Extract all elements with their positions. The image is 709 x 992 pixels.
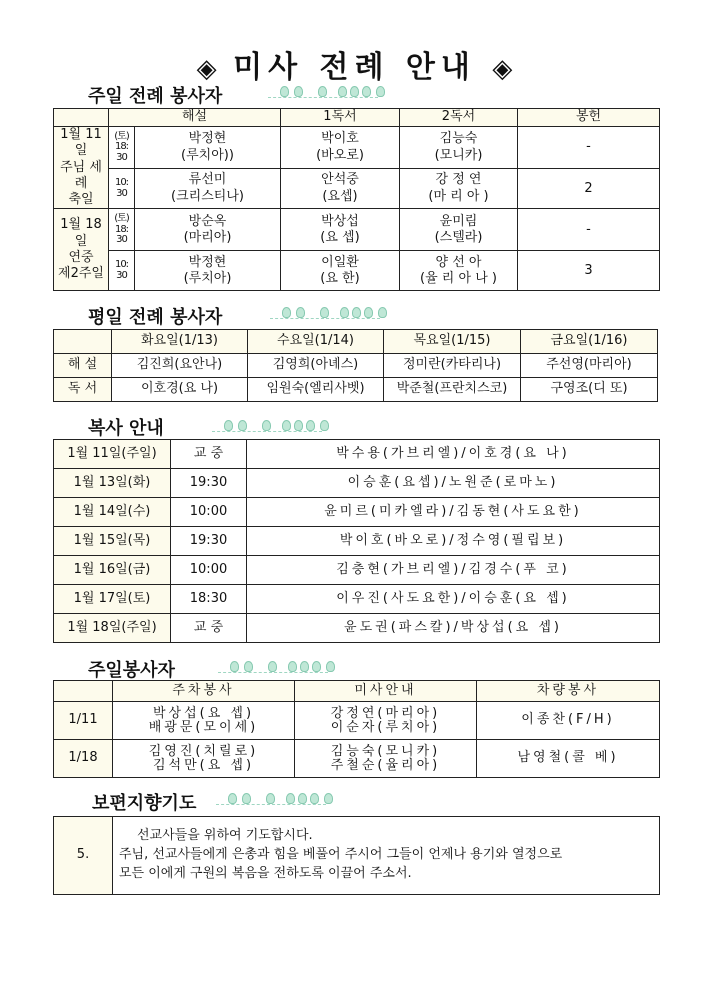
column-header: 주차봉사 bbox=[113, 681, 295, 702]
time-cell: 교 중 bbox=[171, 440, 247, 469]
diamond-icon: ◈ bbox=[492, 54, 513, 84]
decoration-icon bbox=[216, 793, 334, 807]
column-header: 화요일(1/13) bbox=[112, 330, 248, 354]
header-blank bbox=[54, 109, 109, 127]
weekday-liturgy-heading: 평일 전례 봉사자 bbox=[88, 307, 223, 328]
decoration-icon bbox=[268, 86, 386, 100]
column-header: 수요일(1/14) bbox=[248, 330, 384, 354]
column-header: 봉헌 bbox=[518, 109, 660, 127]
column-header: 2독서 bbox=[400, 109, 518, 127]
column-header: 해설 bbox=[109, 109, 281, 127]
altar-service-table bbox=[53, 439, 660, 643]
offering-cell: 2 bbox=[518, 169, 660, 209]
offering-cell: - bbox=[518, 127, 660, 169]
reading1-cell: 박이호 (바오로) bbox=[281, 127, 400, 169]
commentary-cell: 박정현 (루치아)) bbox=[135, 127, 281, 169]
guide-cell: 김능숙(모니카) 주철순(율리아) bbox=[295, 740, 477, 778]
table-row bbox=[54, 354, 658, 378]
column-header: 차량봉사 bbox=[477, 681, 660, 702]
sunday-volunteers-table bbox=[53, 680, 660, 778]
table-row bbox=[54, 169, 660, 209]
table-cell: 정미란(카타리나) bbox=[384, 354, 521, 378]
column-header: 목요일(1/15) bbox=[384, 330, 521, 354]
date-cell: 1월 13일(화) bbox=[54, 469, 171, 498]
row-label: 해 설 bbox=[54, 354, 112, 378]
column-header: 미사안내 bbox=[295, 681, 477, 702]
vehicle-cell: 이종찬(F/H) bbox=[477, 702, 660, 740]
mass-time: (토) 18: 30 bbox=[109, 127, 135, 169]
table-row bbox=[54, 702, 660, 740]
date-cell: 1/18 bbox=[54, 740, 113, 778]
time-cell: 19:30 bbox=[171, 527, 247, 556]
time-cell: 10:00 bbox=[171, 556, 247, 585]
time-cell: 10:00 bbox=[171, 498, 247, 527]
table-cell: 임원숙(엘리사벳) bbox=[248, 378, 384, 402]
table-row bbox=[54, 127, 660, 169]
servers-cell: 윤도권(파스칼)/박상섭(요 셉) bbox=[247, 614, 660, 643]
date-cell: 1월 16일(금) bbox=[54, 556, 171, 585]
reading2-cell: 윤미림 (스텔라) bbox=[400, 209, 518, 251]
sunday-liturgy-heading: 주일 전례 봉사자 bbox=[88, 86, 223, 107]
date-cell: 1월 18일(주일) bbox=[54, 614, 171, 643]
reading2-cell: 김능숙 (모니카) bbox=[400, 127, 518, 169]
table-row bbox=[54, 209, 660, 251]
table-row bbox=[54, 556, 660, 585]
vehicle-cell: 남영철(콜 베) bbox=[477, 740, 660, 778]
page-title bbox=[0, 42, 709, 86]
servers-cell: 윤미르(미카엘라)/김동현(사도요한) bbox=[247, 498, 660, 527]
reading2-cell: 양 선 아 (율 리 아 나 ) bbox=[400, 251, 518, 291]
date-label: 1월 11일 주님 세례 축일 bbox=[54, 127, 109, 209]
sunday-volunteers-heading: 주일봉사자 bbox=[88, 660, 175, 681]
diamond-icon: ◈ bbox=[196, 54, 217, 84]
reading1-cell: 이일환 (요 한) bbox=[281, 251, 400, 291]
sunday-liturgy-table bbox=[53, 108, 660, 291]
column-header: 금요일(1/16) bbox=[521, 330, 658, 354]
table-cell: 김진희(요안나) bbox=[112, 354, 248, 378]
mass-time: 10: 30 bbox=[109, 169, 135, 209]
commentary-cell: 류선미 (크리스티나) bbox=[135, 169, 281, 209]
table-row bbox=[54, 251, 660, 291]
decoration-icon bbox=[218, 661, 336, 675]
table-cell: 이호경(요 나) bbox=[112, 378, 248, 402]
servers-cell: 이우진(사도요한)/이승훈(요 셉) bbox=[247, 585, 660, 614]
prayer-text: 선교사들을 위하여 기도합시다. 주님, 선교사들에게 은총과 힘을 베풀어 주시어 그들이 언제나 용기와 열정으로 모든 이에게 구원의 복음을 전하도록 이끌어 주소서. bbox=[113, 817, 660, 895]
mass-time: (토) 18: 30 bbox=[109, 209, 135, 251]
row-label: 독 서 bbox=[54, 378, 112, 402]
altar-service-heading: 복사 안내 bbox=[88, 418, 164, 439]
column-header: 1독서 bbox=[281, 109, 400, 127]
header-blank bbox=[54, 681, 113, 702]
decoration-icon bbox=[270, 307, 388, 321]
table-cell: 박준철(프란치스코) bbox=[384, 378, 521, 402]
date-label: 1월 18일 연중 제2주일 bbox=[54, 209, 109, 291]
date-cell: 1/11 bbox=[54, 702, 113, 740]
servers-cell: 박이호(바오로)/정수영(필립보) bbox=[247, 527, 660, 556]
header-blank bbox=[54, 330, 112, 354]
date-cell: 1월 17일(토) bbox=[54, 585, 171, 614]
date-cell: 1월 11일(주일) bbox=[54, 440, 171, 469]
offering-cell: - bbox=[518, 209, 660, 251]
parking-cell: 박상섭(요 셉) 배광문(모이세) bbox=[113, 702, 295, 740]
commentary-cell: 박정현 (루치아) bbox=[135, 251, 281, 291]
mass-time: 10: 30 bbox=[109, 251, 135, 291]
table-cell: 김영희(아녜스) bbox=[248, 354, 384, 378]
prayer-number: 5. bbox=[54, 817, 113, 895]
reading2-cell: 강 정 연 (마 리 아 ) bbox=[400, 169, 518, 209]
servers-cell: 이승훈(요셉)/노원준(로마노) bbox=[247, 469, 660, 498]
weekday-liturgy-table bbox=[53, 329, 658, 402]
offering-cell: 3 bbox=[518, 251, 660, 291]
servers-cell: 김충현(가브리엘)/김경수(푸 코) bbox=[247, 556, 660, 585]
table-row bbox=[54, 378, 658, 402]
table-row bbox=[54, 440, 660, 469]
table-row bbox=[54, 469, 660, 498]
time-cell: 18:30 bbox=[171, 585, 247, 614]
time-cell: 교 중 bbox=[171, 614, 247, 643]
date-cell: 1월 14일(수) bbox=[54, 498, 171, 527]
servers-cell: 박수용(가브리엘)/이호경(요 나) bbox=[247, 440, 660, 469]
reading1-cell: 박상섭 (요 셉) bbox=[281, 209, 400, 251]
page-title-text: 미사 전례 안내 bbox=[233, 50, 476, 85]
table-row bbox=[54, 614, 660, 643]
reading1-cell: 안석중 (요셉) bbox=[281, 169, 400, 209]
table-row bbox=[54, 585, 660, 614]
parking-cell: 김영진(치릴로) 김석만(요 셉) bbox=[113, 740, 295, 778]
universal-prayer-table bbox=[53, 816, 660, 895]
decoration-icon bbox=[212, 420, 330, 434]
table-cell: 구영조(디 또) bbox=[521, 378, 658, 402]
guide-cell: 강정연(마리아) 이순자(루치아) bbox=[295, 702, 477, 740]
commentary-cell: 방순옥 (마리아) bbox=[135, 209, 281, 251]
table-row bbox=[54, 740, 660, 778]
table-row bbox=[54, 498, 660, 527]
table-cell: 주선영(마리아) bbox=[521, 354, 658, 378]
date-cell: 1월 15일(목) bbox=[54, 527, 171, 556]
table-row bbox=[54, 527, 660, 556]
universal-prayer-heading: 보편지향기도 bbox=[92, 793, 197, 814]
time-cell: 19:30 bbox=[171, 469, 247, 498]
